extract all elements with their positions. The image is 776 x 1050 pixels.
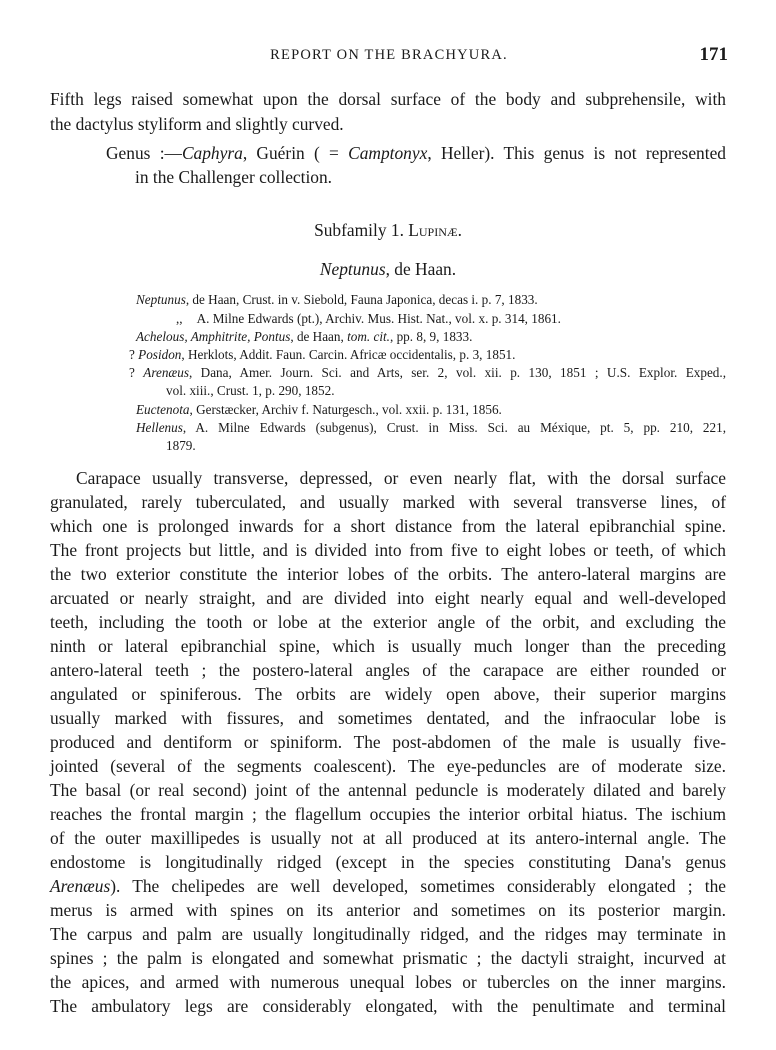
description-line-10: angulated or spiniferous. The orbits are widely open above, their superior margins	[50, 684, 726, 704]
synonymy-ref-2	[176, 311, 561, 327]
genus-heading-name: Neptunus	[319, 259, 386, 279]
synonymy-ref-7-cont: 1879.	[166, 438, 196, 453]
genus-note-line-1	[106, 143, 726, 164]
ref-4-text: , Herklots, Addit. Faun. Carcin. Africæ occidentalis, p. 3, 1851.	[181, 347, 516, 362]
synonymy-ref-5	[129, 365, 726, 381]
ref-5-name: Arenæus	[143, 365, 189, 380]
subfamily-heading	[0, 220, 776, 241]
synonymy-ref-4	[129, 347, 515, 363]
description-line-11: usually marked with fissures, and sometimes dentated, and the infraocular lobe is	[50, 708, 726, 728]
genus-note-rest: , Heller). This genus is not represented	[427, 143, 726, 163]
genus-note-author: , Guérin ( =	[242, 143, 349, 163]
ref-1-text: , de Haan, Crust. in v. Siebold, Fauna Japonica, decas i. p. 7, 1833.	[185, 292, 538, 307]
description-line-7: teeth, including the tooth or lobe at the exterior angle of the orbit, and excluding the	[50, 612, 726, 632]
ref-5-query: ?	[129, 365, 144, 380]
ref-6-text: , Gerstæcker, Archiv f. Naturgesch., vol. xxii. p. 131, 1856.	[189, 402, 502, 417]
genus-note-genus: Caphyra	[181, 143, 243, 163]
ref-6-name: Euctenota	[136, 402, 190, 417]
description-line-15: reaches the frontal margin ; the flagellum occupies the interior orbital hiatus. The ischium	[50, 804, 726, 824]
genus-note-prefix: Genus :—	[106, 143, 182, 163]
ref-1-name: Neptunus	[136, 292, 186, 307]
subfamily-initial: L	[408, 220, 419, 240]
intro-line-2: the dactylus styliform and slightly curved.	[50, 114, 344, 134]
synonymy-ref-3	[136, 329, 472, 345]
description-line-20: The carpus and palm are usually longitudinally ridged, and the ridges may terminate in	[50, 924, 726, 944]
description-line-18-rest: ). The chelipedes are well developed, sometimes considerably elongated ; the	[110, 876, 726, 896]
subfamily-suffix: .	[457, 220, 462, 240]
synonymy-ref-7	[136, 420, 726, 436]
running-head	[50, 44, 728, 68]
ref-4-name: Posidon	[138, 347, 182, 362]
running-title: REPORT ON THE BRACHYURA.	[270, 47, 508, 63]
description-line-16: of the outer maxillipedes is usually not at all produced at its antero-internal angle. The	[50, 828, 726, 848]
subfamily-name-smallcaps: upinæ	[418, 220, 458, 240]
description-line-18	[50, 876, 726, 897]
ref-7-text: , A. Milne Edwards (subgenus), Crust. in Miss. Sci. au Méxique, pt. 5, pp. 210, 221,	[182, 420, 726, 435]
ref-3-text-2: , pp. 8, 9, 1833.	[389, 329, 473, 344]
description-line-14: The basal (or real second) joint of the antennal peduncle is moderately dilated and barely	[50, 780, 726, 800]
description-line-1: Carapace usually transverse, depressed, or even nearly flat, with the dorsal surface	[76, 468, 726, 488]
ref-7-name: Hellenus	[136, 420, 183, 435]
description-genus-arenaeus: Arenæus	[50, 876, 111, 896]
description-line-12: produced and dentiform or spiniform. The post-abdomen of the male is usually five-	[50, 732, 726, 752]
genus-heading-author: , de Haan.	[385, 259, 457, 279]
description-line-17: endostome is longitudinally ridged (except in the species constituting Dana's genus	[50, 852, 726, 872]
description-line-22: the apices, and armed with numerous unequal lobes or tubercles on the inner margins.	[50, 972, 726, 992]
description-line-8: ninth or lateral epibranchial spine, which is usually much longer than the preceding	[50, 636, 726, 656]
ref-2-text: A. Milne Edwards (pt.), Archiv. Mus. Hist. Nat., vol. x. p. 314, 1861.	[196, 311, 561, 326]
ref-5-text: , Dana, Amer. Journ. Sci. and Arts, ser. 2, vol. xii. p. 130, 1851 ; U.S. Explor. Exped.,	[188, 365, 726, 380]
ref-3-tom: tom. cit.	[347, 329, 390, 344]
ref-4-query: ?	[129, 347, 139, 362]
subfamily-prefix: Subfamily 1.	[314, 220, 409, 240]
synonymy-ref-6	[136, 402, 502, 418]
genus-note-line-2: in the Challenger collection.	[135, 167, 333, 187]
synonymy-ref-5-cont: vol. xiii., Crust. 1, p. 290, 1852.	[166, 383, 335, 398]
ref-2-ditto-mark: ,,	[176, 311, 183, 326]
description-line-9: antero-lateral teeth ; the postero-lateral angles of the carapace are either rounded or	[50, 660, 726, 680]
page-number: 171	[699, 44, 728, 65]
description-line-23: The ambulatory legs are considerably elongated, with the penultimate and terminal	[50, 996, 726, 1016]
description-line-3: which one is prolonged inwards for a short distance from the lateral epibranchial spine.	[50, 516, 726, 536]
description-line-13: jointed (several of the segments coalescent). The eye-peduncles are of moderate size.	[50, 756, 726, 776]
description-line-5: the two exterior constitute the interior lobes of the orbits. The antero-lateral margins are	[50, 564, 726, 584]
intro-line-1: Fifth legs raised somewhat upon the dorsal surface of the body and subprehensile, with	[50, 89, 726, 109]
description-line-19: merus is armed with spines on its anterior and sometimes on its posterior margin.	[50, 900, 726, 920]
description-line-2: granulated, rarely tuberculated, and usually marked with several transverse lines, of	[50, 492, 726, 512]
ref-3-text: , de Haan,	[290, 329, 348, 344]
description-line-4: The front projects but little, and is divided into from five to eight lobes or teeth, of which	[50, 540, 726, 560]
genus-heading	[0, 259, 776, 280]
description-line-6: arcuated or nearly straight, and are divided into eight nearly equal and well-developed	[50, 588, 726, 608]
ref-3-names: Achelous, Amphitrite, Pontus	[136, 329, 291, 344]
genus-note-synonym: Camptonyx	[348, 143, 428, 163]
synonymy-ref-1	[136, 292, 538, 308]
description-line-21: spines ; the palm is elongated and somewhat prismatic ; the dactyli straight, incurved at	[50, 948, 726, 968]
